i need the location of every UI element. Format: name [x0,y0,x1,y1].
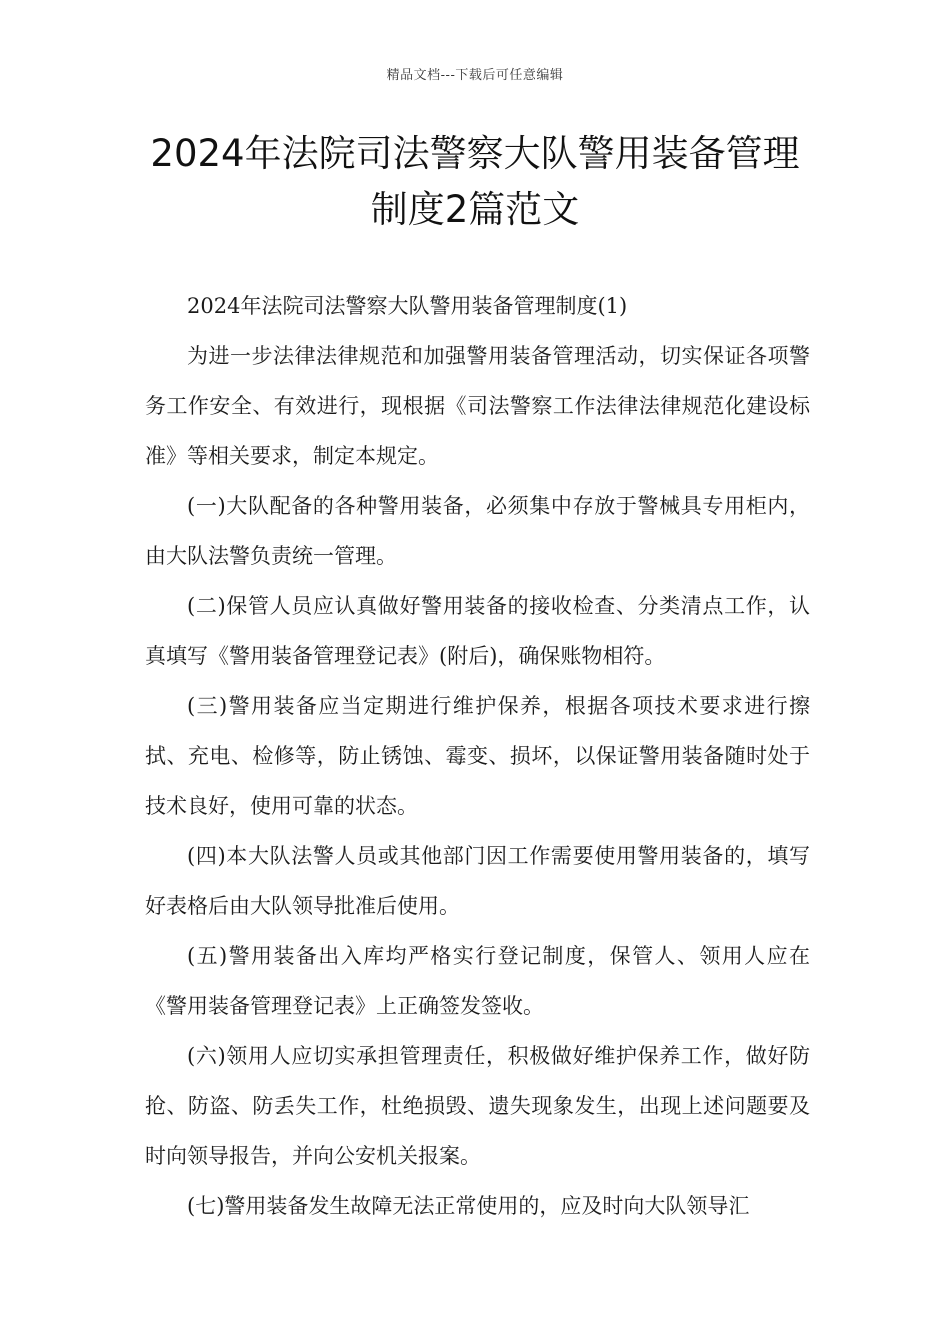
paragraph-item-4: (四)本大队法警人员或其他部门因工作需要使用警用装备的，填写好表格后由大队领导批准后使用。 [145,844,810,918]
title-line-1: 2024年法院司法警察大队警用装备管理 [150,132,800,175]
paragraph-intro: 为进一步法律法律规范和加强警用装备管理活动，切实保证各项警务工作安全、有效进行，现根据《司法警察工作法律法律规范化建设标准》等相关要求，制定本规定。 [145,344,810,468]
paragraph-item-6: (六)领用人应切实承担管理责任，积极做好维护保养工作，做好防抢、防盗、防丢失工作，杜绝损毁、遗失现象发生，出现上述问题要及时向领导报告，并向公安机关报案。 [145,1044,810,1168]
paragraph-item-3: (三)警用装备应当定期进行维护保养，根据各项技术要求进行擦拭、充电、检修等，防止锈蚀、霉变、损坏，以保证警用装备随时处于技术良好，使用可靠的状态。 [145,694,810,818]
header-note: 精品文档---下载后可任意编辑 [386,68,564,83]
title-line-2: 制度2篇范文 [370,188,580,231]
paragraph-item-2: (二)保管人员应认真做好警用装备的接收检查、分类清点工作，认真填写《警用装备管理登记表》(附后)，确保账物相符。 [145,594,810,668]
paragraph-item-1: (一)大队配备的各种警用装备，必须集中存放于警械具专用柜内，由大队法警负责统一管理。 [145,494,810,568]
paragraph-item-5: (五)警用装备出入库均严格实行登记制度，保管人、领用人应在《警用装备管理登记表》上正确签发签收。 [145,944,810,1018]
section-heading: 2024年法院司法警察大队警用装备管理制度(1) [187,294,628,318]
paragraph-item-7: (七)警用装备发生故障无法正常使用的，应及时向大队领导汇 [187,1194,750,1218]
document-title [100,126,850,238]
document-body [145,281,810,1231]
